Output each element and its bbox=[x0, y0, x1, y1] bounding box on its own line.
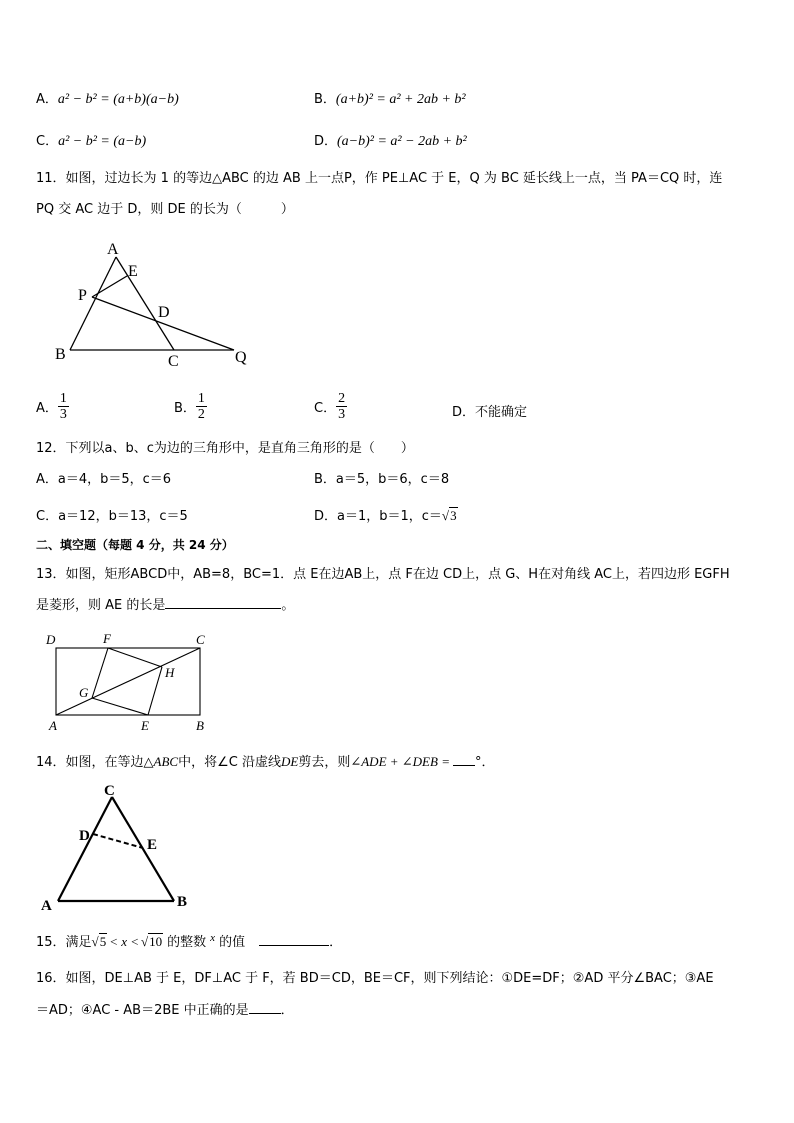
q11-option-a-denominator: 3 bbox=[59, 407, 67, 422]
q14-suffix: °． bbox=[474, 755, 495, 770]
q15-mid: 的整数 bbox=[167, 935, 207, 950]
q13-label-e: E bbox=[141, 718, 149, 733]
q15-radicand-10: 10 bbox=[149, 934, 163, 949]
q11-label-c: C bbox=[168, 353, 179, 370]
q13-answer-blank[interactable] bbox=[165, 596, 281, 609]
q14-stem bbox=[36, 751, 494, 770]
q14-prefix: 14．如图，在等边 bbox=[36, 755, 144, 770]
q14-label-e: E bbox=[147, 837, 158, 853]
q11-option-a-fraction bbox=[58, 391, 69, 422]
q15-stem bbox=[36, 931, 342, 950]
q11-option-d-text: 不能确定 bbox=[475, 405, 528, 420]
q14-label-d: D bbox=[79, 828, 90, 844]
q12-option-a: A．a＝4，b＝5，c＝6 bbox=[36, 472, 172, 487]
q11-label-p: P bbox=[78, 287, 87, 304]
q10-option-d-label: D． bbox=[314, 134, 338, 149]
q13-stem-line1: 13．如图，矩形ABCD中，AB=8，BC=1．点 E在边AB上，点 F在边 CD上，点 G、H在对角线 AC上，若四边形 EGFH bbox=[36, 567, 730, 582]
q14-figure-labels bbox=[41, 783, 187, 914]
q14-label-b: B bbox=[177, 894, 188, 910]
q14-label-c: C bbox=[104, 783, 115, 799]
q14-label-a: A bbox=[41, 898, 52, 914]
q10-option-a-expr: a² − b² = (a+b)(a−b) bbox=[57, 92, 179, 107]
q14-answer-blank[interactable] bbox=[453, 753, 475, 766]
q11-label-e: E bbox=[128, 263, 138, 280]
q11-option-b-fraction bbox=[196, 391, 207, 422]
q13-diagonal-ac bbox=[56, 648, 200, 715]
q13-label-g: G bbox=[79, 685, 89, 700]
q13-label-c: C bbox=[196, 632, 205, 647]
q11-option-c bbox=[314, 391, 347, 422]
q10-option-c-expr: a² − b² = (a−b) bbox=[58, 134, 147, 149]
q13-figure-labels bbox=[45, 631, 205, 733]
q12-stem: 12．下列以a、b、c为边的三角形中，是直角三角形的是（ ） bbox=[36, 441, 414, 456]
q16-stem-line2-suffix: ． bbox=[280, 1003, 294, 1018]
q13-line-he bbox=[148, 667, 162, 715]
q11-option-d-label: D． bbox=[452, 405, 476, 420]
q13-label-h: H bbox=[165, 665, 175, 680]
q15-var: x bbox=[210, 931, 216, 944]
q10-option-b-label: B． bbox=[314, 92, 336, 107]
q12-option-d bbox=[314, 505, 458, 524]
q15-answer-blank[interactable] bbox=[259, 933, 329, 946]
q11-line-pe bbox=[92, 276, 127, 297]
q15-sqrt-5: √5 bbox=[91, 934, 107, 949]
q10-option-a-label: A． bbox=[36, 92, 58, 107]
q14-line-ac bbox=[58, 797, 112, 901]
q12-option-b: B．a＝5，b＝6，c＝8 bbox=[314, 472, 450, 487]
q14-expression: ∠ADE + ∠DEB = bbox=[350, 754, 450, 769]
q13-line-fh bbox=[108, 648, 162, 667]
q13-stem-line2 bbox=[36, 594, 294, 613]
q11-option-b-denominator: 2 bbox=[197, 407, 205, 422]
q12-option-d-sqrt: √3 bbox=[441, 508, 457, 523]
q11-option-a bbox=[36, 391, 69, 422]
q15-end: ． bbox=[329, 935, 343, 950]
q11-option-c-numerator: 2 bbox=[338, 391, 346, 406]
q16-stem-line1: 16．如图，DE⊥AB 于 E，DF⊥AC 于 F，若 BD＝CD，BE＝CF，则下列结论：①DE=DF；②AD 平分∠BAC；③AE bbox=[36, 971, 714, 986]
q11-option-c-fraction bbox=[336, 391, 347, 422]
q11-option-a-numerator: 1 bbox=[59, 391, 67, 406]
q11-option-b-numerator: 1 bbox=[197, 391, 205, 406]
q14-de: DE bbox=[280, 754, 299, 769]
q11-stem-line2: PQ 交 AC 边于 D，则 DE 的长为（ ） bbox=[36, 202, 294, 217]
q16-stem-line2-prefix: ＝AD；④AC - AB＝2BE 中正确的是 bbox=[36, 1003, 249, 1018]
q15-inequality: < x < bbox=[109, 934, 140, 949]
q16-stem-line2 bbox=[36, 999, 294, 1018]
q11-label-q: Q bbox=[235, 349, 247, 366]
q14-triangle: △ABC bbox=[143, 754, 179, 769]
q13-stem-line2-prefix: 是菱形，则 AE 的长是 bbox=[36, 598, 166, 613]
section-2-heading: 二、填空题（每题 4 分，共 24 分） bbox=[36, 538, 234, 552]
q11-label-b: B bbox=[55, 346, 66, 363]
q11-label-d: D bbox=[158, 304, 170, 321]
q13-label-a: A bbox=[49, 718, 57, 733]
q13-line-gf bbox=[92, 648, 108, 698]
q11-figure bbox=[70, 257, 234, 350]
q10-option-c-label: C． bbox=[36, 134, 59, 149]
q15-suffix-text: 的值 bbox=[219, 935, 246, 950]
q11-option-a-label: A． bbox=[36, 401, 58, 416]
q14-line-cb bbox=[112, 797, 174, 901]
q10-option-b-expr: (a+b)² = a² + 2ab + b² bbox=[335, 92, 466, 107]
q11-label-a: A bbox=[107, 241, 119, 258]
q15-radicand-5: 5 bbox=[99, 934, 107, 949]
q15-sqrt-10: √10 bbox=[141, 934, 163, 949]
q12-option-d-radicand: 3 bbox=[450, 508, 457, 523]
q12-option-d-prefix: D．a＝1，b＝1，c＝ bbox=[314, 509, 442, 524]
q14-mid: 中，将∠C 沿虚线 bbox=[178, 755, 281, 770]
q15-prefix: 15．满足 bbox=[36, 935, 92, 950]
q13-label-b: B bbox=[196, 718, 204, 733]
q11-option-b-label: B． bbox=[174, 401, 196, 416]
q13-label-f: F bbox=[103, 631, 111, 646]
q11-option-b bbox=[174, 391, 207, 422]
q14-mid2: 剪去，则 bbox=[298, 755, 351, 770]
q13-stem-line2-suffix: 。 bbox=[281, 598, 295, 613]
q13-label-d: D bbox=[46, 632, 56, 647]
q12-option-c: C．a＝12，b＝13，c＝5 bbox=[36, 509, 188, 524]
q10-option-d-expr: (a−b)² = a² − 2ab + b² bbox=[337, 134, 467, 149]
q13-line-eg bbox=[92, 698, 148, 715]
q11-option-c-label: C． bbox=[314, 401, 337, 416]
q11-option-d bbox=[452, 401, 527, 420]
q16-answer-blank[interactable] bbox=[249, 1001, 281, 1014]
q13-figure bbox=[56, 648, 200, 715]
q11-stem-line1: 11．如图，过边长为 1 的等边△ABC 的边 AB 上一点P，作 PE⊥AC 于 E，Q 为 BC 延长线上一点，当 PA＝CQ 时，连 bbox=[36, 171, 723, 186]
q11-option-c-denominator: 3 bbox=[338, 407, 346, 422]
